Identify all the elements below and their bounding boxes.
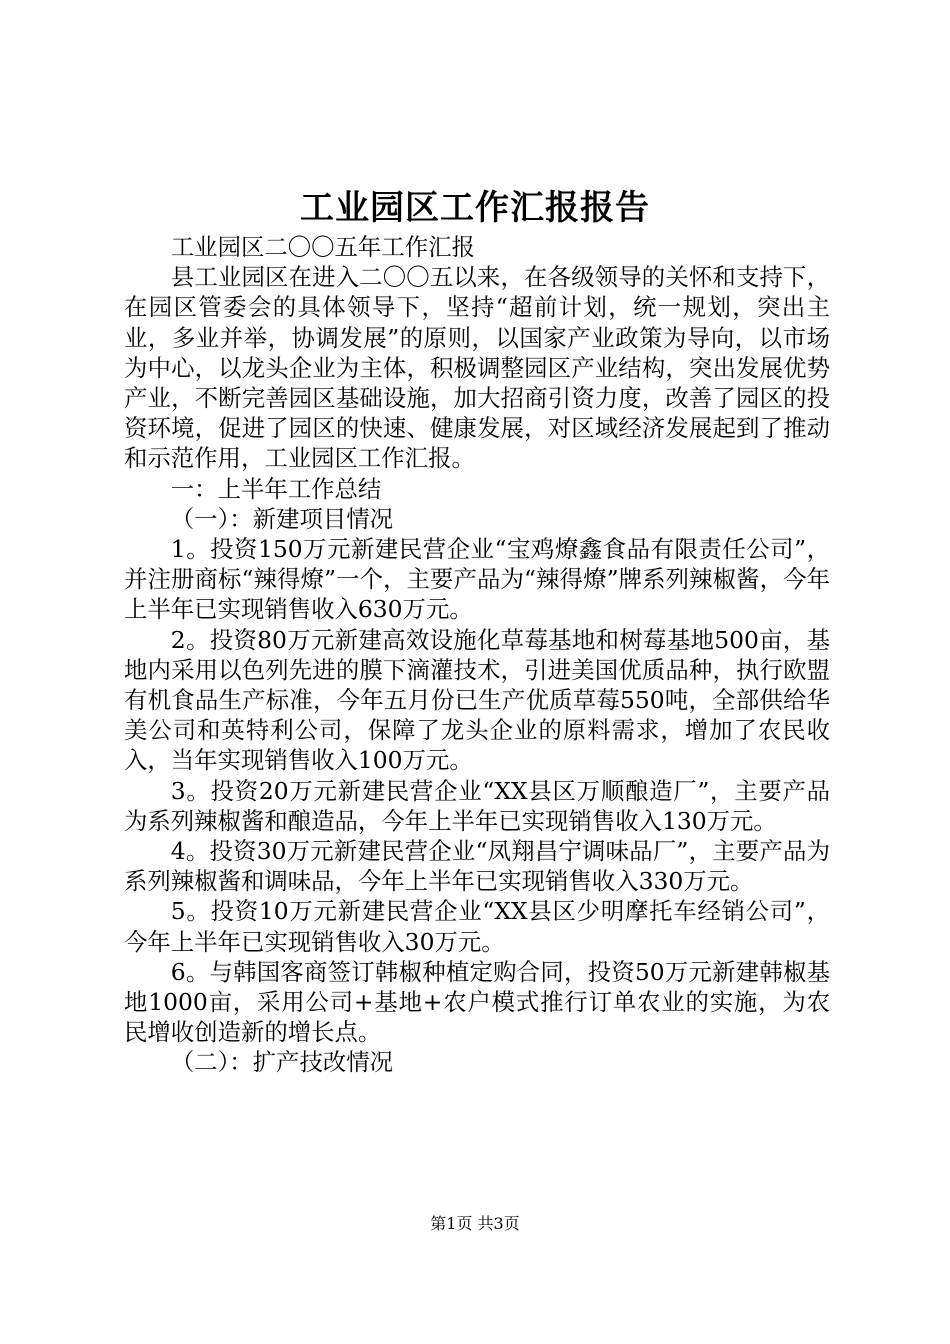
paragraph-item-1: 1。投资150万元新建民营企业“宝鸡燎鑫食品有限责任公司”，并注册商标“辣得燎”一个，主要产品为“辣得燎”牌系列辣椒酱，今年上半年已实现销售收入630万元。: [124, 535, 830, 624]
document-title: 工业园区工作汇报报告: [300, 188, 650, 228]
subsection-heading-2: （二）：扩产技改情况: [170, 1048, 394, 1077]
paragraph-item-2: 2。投资80万元新建高效设施化草莓基地和树莓基地500亩，基地内采用以色列先进的膜下滴灌技术，引进美国优质品种，执行欧盟有机食品生产标准，今年五月份已生产优质草莓550吨，全部供给华美公司和英特利公司，保障了龙头企业的原料需求，增加了农民收入，当年实现销售收入100万元。: [124, 625, 830, 775]
document-body: [124, 232, 830, 1078]
page-footer: 第1页 共3页: [430, 1214, 520, 1233]
paragraph-item-4: 4。投资30万元新建民营企业“凤翔昌宁调味品厂”，主要产品为系列辣椒酱和调味品，今年上半年已实现销售收入330万元。: [124, 837, 830, 896]
paragraph-subtitle: 工业园区二〇〇五年工作汇报: [170, 233, 475, 261]
subsection-heading-1: （一）：新建项目情况: [170, 504, 394, 533]
paragraph-item-3: 3。投资20万元新建民营企业“XX县区万顺酿造厂”，主要产品为系列辣椒酱和酿造品，今年上半年已实现销售收入130万元。: [124, 776, 830, 835]
paragraph-intro: 县工业园区在进入二〇〇五以来，在各级领导的关怀和支持下，在园区管委会的具体领导下，坚持“超前计划，统一规划，突出主业，多业并举，协调发展”的原则，以国家产业政策为导向，以市场为中心，以龙头企业为主体，积极调整园区产业结构，突出发展优势产业，不断完善园区基础设施，加大招商引资力度，改善了园区的投资环境，促进了园区的快速、健康发展，对区域经济发展起到了推动和示范作用，工业园区工作汇报。: [124, 263, 830, 473]
paragraph-item-6: 6。与韩国客商签订韩椒种植定购合同，投资50万元新建韩椒基地1000亩，采用公司+基地+农户模式推行订单农业的实施，为农民增收创造新的增长点。: [124, 957, 830, 1047]
section-heading-1: 一：上半年工作总结: [170, 474, 382, 503]
paragraph-item-5: 5。投资10万元新建民营企业“XX县区少明摩托车经销公司”，今年上半年已实现销售收入30万元。: [124, 897, 830, 956]
